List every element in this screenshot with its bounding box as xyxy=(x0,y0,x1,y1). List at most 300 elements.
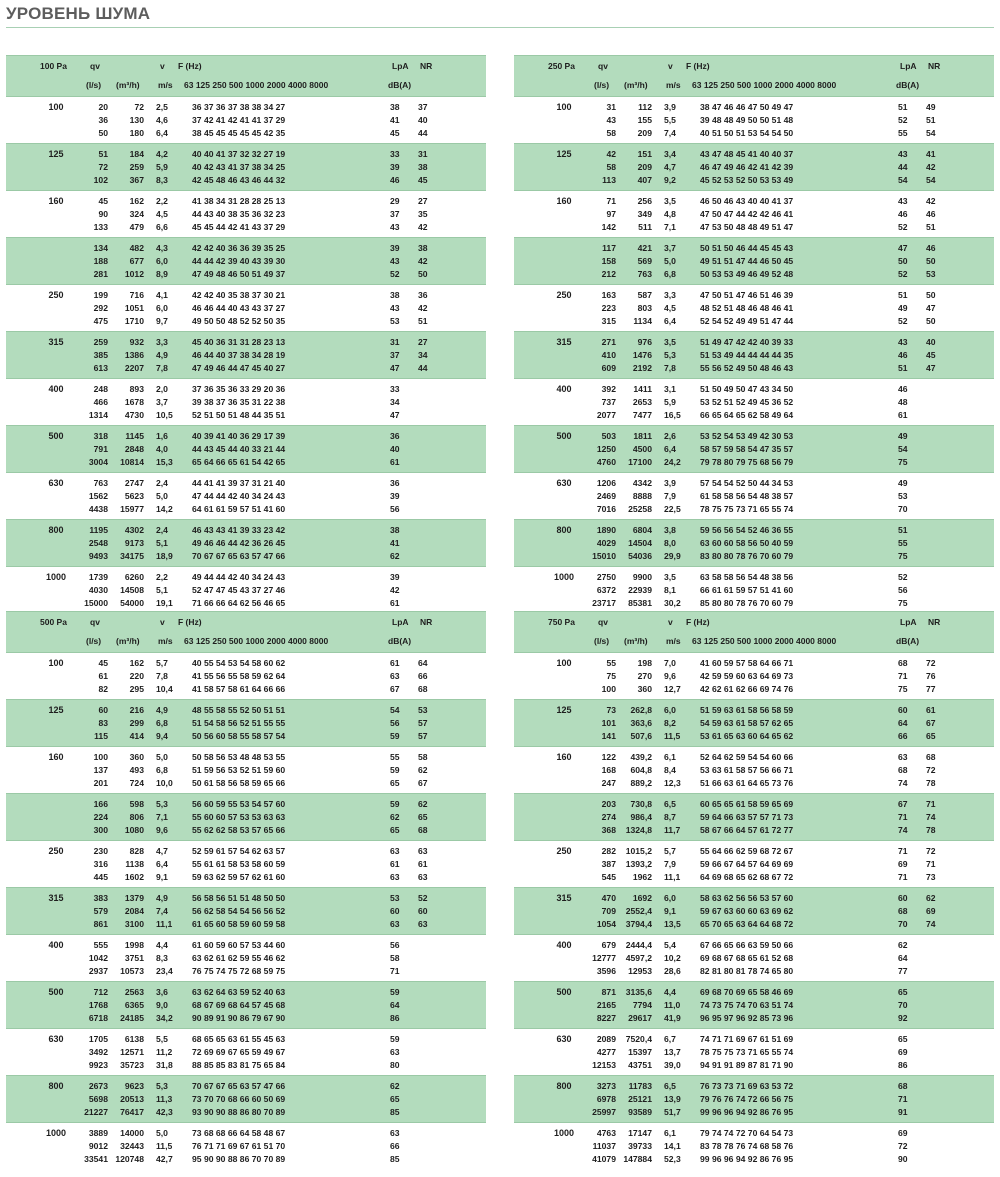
v-label: v xyxy=(160,617,165,627)
nr-value: 38 xyxy=(418,243,428,253)
lpa-value: 68 xyxy=(898,658,908,668)
velocity: 3,1 xyxy=(664,384,676,394)
velocity: 6,6 xyxy=(156,222,168,232)
flow-ls: 709 xyxy=(601,906,616,916)
flow-m3h: 1051 xyxy=(124,303,144,313)
table-row xyxy=(6,845,486,857)
flow-ls: 4029 xyxy=(596,538,616,548)
lpa-value: 52 xyxy=(898,115,908,125)
lpa-value: 52 xyxy=(898,316,908,326)
octave-levels: 41 38 34 31 28 28 25 13 xyxy=(192,196,286,206)
nr-value: 63 xyxy=(418,872,428,882)
lpa-label: LpA xyxy=(392,617,409,627)
octave-levels: 49 51 51 47 44 46 50 45 xyxy=(700,256,794,266)
velocity: 3,7 xyxy=(664,243,676,253)
lpa-value: 33 xyxy=(390,149,400,159)
table-row xyxy=(514,798,994,810)
flow-ls: 41079 xyxy=(592,1154,616,1164)
duct-size: 250 xyxy=(556,846,572,856)
flow-m3h: 598 xyxy=(129,799,144,809)
octave-levels: 45 52 53 52 50 53 53 49 xyxy=(700,175,794,185)
velocity: 4,5 xyxy=(156,209,168,219)
flow-ls: 8227 xyxy=(596,1013,616,1023)
velocity: 2,4 xyxy=(156,478,168,488)
velocity: 9,6 xyxy=(664,671,676,681)
lpa-value: 59 xyxy=(390,799,400,809)
velocity: 12,7 xyxy=(664,684,681,694)
flow-ls: 1768 xyxy=(88,1000,108,1010)
lpa-value: 62 xyxy=(898,940,908,950)
lpa-value: 56 xyxy=(898,585,908,595)
lpa-value: 63 xyxy=(390,846,400,856)
duct-size: 400 xyxy=(556,384,572,394)
velocity: 29,9 xyxy=(664,551,681,561)
duct-size: 1000 xyxy=(45,1128,67,1138)
flow-m3h: 1678 xyxy=(124,397,144,407)
table-row xyxy=(514,597,994,609)
table-row xyxy=(514,550,994,562)
table-row xyxy=(514,362,994,374)
flow-ls: 36 xyxy=(98,115,108,125)
nr-value: 27 xyxy=(418,337,428,347)
flow-ls: 368 xyxy=(601,825,616,835)
table-row xyxy=(6,1059,486,1071)
size-group xyxy=(6,284,486,331)
table-row xyxy=(514,114,994,126)
octave-levels: 73 68 68 66 64 58 48 67 xyxy=(192,1128,286,1138)
nr-value: 40 xyxy=(926,337,936,347)
lpa-value: 52 xyxy=(898,269,908,279)
dba-unit: dB(A) xyxy=(896,80,920,90)
table-row xyxy=(514,1127,994,1139)
flow-ls: 579 xyxy=(93,906,108,916)
nr-value: 68 xyxy=(418,684,428,694)
size-group xyxy=(6,840,486,887)
title-rule xyxy=(6,27,994,28)
velocity: 9,1 xyxy=(664,906,676,916)
table-row xyxy=(6,670,486,682)
nr-label: NR xyxy=(928,617,941,627)
table-row xyxy=(6,597,486,609)
lpa-value: 52 xyxy=(898,572,908,582)
nr-value: 72 xyxy=(926,846,936,856)
flow-ls: 248 xyxy=(93,384,108,394)
velocity: 13,7 xyxy=(664,1047,681,1057)
flow-m3h: 1811 xyxy=(633,431,652,441)
flow-ls: 300 xyxy=(93,825,108,835)
nr-value: 50 xyxy=(926,290,936,300)
octave-levels: 47 53 50 48 48 49 51 47 xyxy=(700,222,794,232)
velocity: 2,2 xyxy=(156,196,168,206)
octave-levels: 51 54 58 56 52 51 55 55 xyxy=(192,718,286,728)
velocity: 5,3 xyxy=(664,350,676,360)
flow-m3h: 12571 xyxy=(120,1047,144,1057)
velocity: 6,1 xyxy=(664,1128,676,1138)
flow-ls: 9923 xyxy=(88,1060,108,1070)
flow-ls: 1206 xyxy=(596,478,616,488)
velocity: 5,3 xyxy=(156,1081,168,1091)
nr-value: 49 xyxy=(926,102,936,112)
octave-levels: 51 66 63 61 64 65 73 76 xyxy=(700,778,794,788)
nr-value: 53 xyxy=(418,705,428,715)
size-group xyxy=(514,472,994,519)
octave-levels: 48 55 58 55 52 50 51 51 xyxy=(192,705,286,715)
flow-ls: 247 xyxy=(601,778,616,788)
size-group xyxy=(6,566,486,613)
flow-m3h: 1012 xyxy=(124,269,144,279)
flow-m3h: 17100 xyxy=(628,457,652,467)
table-row xyxy=(6,443,486,455)
duct-size: 160 xyxy=(556,196,572,206)
flow-m3h: 120748 xyxy=(115,1154,144,1164)
octave-levels: 58 57 59 58 54 47 35 57 xyxy=(700,444,794,454)
octave-levels: 46 50 46 43 40 40 41 37 xyxy=(700,196,794,206)
table-row xyxy=(6,798,486,810)
flow-ls: 712 xyxy=(93,987,108,997)
flow-m3h: 209 xyxy=(637,162,652,172)
lpa-value: 52 xyxy=(390,269,400,279)
size-group xyxy=(6,1028,486,1075)
octave-levels: 51 59 63 61 58 56 58 59 xyxy=(700,705,794,715)
nr-value: 58 xyxy=(418,752,428,762)
flow-ls: 122 xyxy=(601,752,616,762)
flow-m3h: 162 xyxy=(129,196,144,206)
table-row xyxy=(514,1059,994,1071)
velocity: 3,5 xyxy=(664,337,676,347)
table-header xyxy=(514,612,994,652)
flow-m3h: 324 xyxy=(129,209,144,219)
size-group xyxy=(514,1028,994,1075)
ls-unit: (l/s) xyxy=(86,80,102,90)
octave-levels: 51 59 56 53 52 51 59 60 xyxy=(192,765,286,775)
pressure-label: 750 Pa xyxy=(548,617,575,627)
lpa-value: 56 xyxy=(390,504,400,514)
nr-value: 52 xyxy=(418,893,428,903)
table-row xyxy=(6,195,486,207)
flow-m3h: 439,2 xyxy=(630,752,652,762)
nr-value: 66 xyxy=(418,671,428,681)
nr-value: 36 xyxy=(418,290,428,300)
flow-ls: 58 xyxy=(606,162,616,172)
flow-ls: 292 xyxy=(93,303,108,313)
flow-m3h: 1393,2 xyxy=(625,859,652,869)
table-row xyxy=(6,777,486,789)
lpa-value: 92 xyxy=(898,1013,908,1023)
flow-ls: 71 xyxy=(606,196,616,206)
velocity: 7,1 xyxy=(156,812,168,822)
noise-table-block xyxy=(6,611,486,1169)
flow-ls: 1562 xyxy=(88,491,108,501)
velocity: 10,4 xyxy=(156,684,173,694)
flow-m3h: 2653 xyxy=(632,397,652,407)
lpa-value: 46 xyxy=(898,209,908,219)
nr-value: 51 xyxy=(926,115,936,125)
octave-levels: 37 36 35 36 33 29 20 36 xyxy=(192,384,286,394)
ls-unit: (l/s) xyxy=(594,636,610,646)
size-group xyxy=(514,652,994,699)
nr-value: 34 xyxy=(418,350,428,360)
lpa-value: 31 xyxy=(390,337,400,347)
flow-ls: 1250 xyxy=(596,444,616,454)
velocity: 4,6 xyxy=(156,115,168,125)
velocity: 9,2 xyxy=(664,175,676,185)
octave-levels: 42 42 40 36 36 39 35 25 xyxy=(192,243,286,253)
table-row xyxy=(514,918,994,930)
octave-levels: 46 47 49 46 42 41 42 39 xyxy=(700,162,794,172)
table-row xyxy=(6,268,486,280)
lpa-value: 91 xyxy=(898,1107,908,1117)
nr-value: 74 xyxy=(926,919,936,929)
table-row xyxy=(514,811,994,823)
duct-size: 100 xyxy=(48,102,64,112)
duct-size: 100 xyxy=(556,102,572,112)
flow-m3h: 299 xyxy=(129,718,144,728)
nr-value: 74 xyxy=(926,812,936,822)
flow-m3h: 54000 xyxy=(120,598,144,608)
octave-levels: 50 53 53 49 46 49 52 48 xyxy=(700,269,794,279)
flow-ls: 2165 xyxy=(596,1000,616,1010)
flow-m3h: 1710 xyxy=(124,316,144,326)
size-group xyxy=(6,652,486,699)
table-row xyxy=(6,383,486,395)
nr-value: 40 xyxy=(418,115,428,125)
octave-levels: 68 67 69 68 64 57 45 68 xyxy=(192,1000,286,1010)
frequency-label: F (Hz) xyxy=(178,617,202,627)
nr-value: 50 xyxy=(418,269,428,279)
flow-ls: 1042 xyxy=(88,953,108,963)
flow-ls: 42 xyxy=(606,149,616,159)
table-row xyxy=(6,174,486,186)
flow-m3h: 716 xyxy=(129,290,144,300)
octave-levels: 78 75 75 73 71 65 55 74 xyxy=(700,1047,794,1057)
page-title: УРОВЕНЬ ШУМА xyxy=(6,4,151,23)
lpa-value: 53 xyxy=(390,316,400,326)
velocity: 39,0 xyxy=(664,1060,681,1070)
table-row xyxy=(514,764,994,776)
velocity: 6,5 xyxy=(664,799,676,809)
velocity: 22,5 xyxy=(664,504,681,514)
nr-value: 42 xyxy=(926,196,936,206)
flow-m3h: 1692 xyxy=(632,893,652,903)
velocity: 5,7 xyxy=(664,846,676,856)
octave-levels: 46 43 43 41 39 33 23 42 xyxy=(192,525,286,535)
velocity: 6,0 xyxy=(156,303,168,313)
flow-ls: 385 xyxy=(93,350,108,360)
flow-ls: 50 xyxy=(98,128,108,138)
lpa-value: 63 xyxy=(390,872,400,882)
velocity: 13,9 xyxy=(664,1094,681,1104)
lpa-value: 60 xyxy=(898,893,908,903)
flow-ls: 503 xyxy=(601,431,616,441)
flow-ls: 45 xyxy=(98,658,108,668)
velocity: 5,5 xyxy=(156,1034,168,1044)
velocity: 11,5 xyxy=(156,1141,173,1151)
octave-levels: 66 65 64 65 62 58 49 64 xyxy=(700,410,794,420)
table-row xyxy=(6,302,486,314)
velocity: 16,5 xyxy=(664,410,681,420)
table-row xyxy=(514,101,994,113)
flow-m3h: 6260 xyxy=(124,572,144,582)
lpa-label: LpA xyxy=(900,617,917,627)
lpa-value: 61 xyxy=(390,859,400,869)
flow-ls: 1705 xyxy=(88,1034,108,1044)
octave-levels: 40 39 41 40 36 29 17 39 xyxy=(192,431,286,441)
nr-value: 72 xyxy=(926,658,936,668)
octave-levels: 61 65 60 58 59 60 59 58 xyxy=(192,919,286,929)
velocity: 6,8 xyxy=(156,718,168,728)
flow-m3h: 151 xyxy=(637,149,652,159)
octave-levels: 42 42 40 35 38 37 30 21 xyxy=(192,290,286,300)
flow-m3h: 147884 xyxy=(623,1154,652,1164)
velocity: 4,4 xyxy=(156,940,168,950)
lpa-value: 69 xyxy=(898,1047,908,1057)
flow-ls: 212 xyxy=(601,269,616,279)
velocity: 5,0 xyxy=(156,752,168,762)
flow-m3h: 14508 xyxy=(120,585,144,595)
octave-levels: 65 64 66 65 61 54 42 65 xyxy=(192,457,286,467)
size-group xyxy=(6,519,486,566)
lpa-value: 59 xyxy=(390,1034,400,1044)
velocity: 6,4 xyxy=(664,444,676,454)
velocity: 6,1 xyxy=(664,752,676,762)
lpa-value: 51 xyxy=(898,290,908,300)
lpa-value: 52 xyxy=(898,222,908,232)
table-header xyxy=(6,612,486,652)
velocity: 30,2 xyxy=(664,598,681,608)
nr-value: 78 xyxy=(926,825,936,835)
lpa-value: 44 xyxy=(898,162,908,172)
octave-levels: 73 70 70 68 66 60 50 69 xyxy=(192,1094,286,1104)
octave-levels: 71 66 66 64 62 56 46 65 xyxy=(192,598,286,608)
flow-ls: 315 xyxy=(601,316,616,326)
flow-m3h: 407 xyxy=(637,175,652,185)
nr-value: 64 xyxy=(418,658,428,668)
flow-m3h: 259 xyxy=(129,162,144,172)
velocity: 4,4 xyxy=(664,987,676,997)
table-row xyxy=(6,255,486,267)
lpa-value: 48 xyxy=(898,397,908,407)
noise-table-block xyxy=(514,55,994,613)
velocity: 2,2 xyxy=(156,572,168,582)
velocity: 9,7 xyxy=(156,316,168,326)
table-row xyxy=(514,1093,994,1105)
lpa-value: 65 xyxy=(390,778,400,788)
table-row xyxy=(514,242,994,254)
velocity: 8,1 xyxy=(664,585,676,595)
flow-ls: 75 xyxy=(606,671,616,681)
lpa-value: 33 xyxy=(390,384,400,394)
flow-m3h: 17147 xyxy=(628,1128,652,1138)
octave-levels: 78 75 75 73 71 65 55 74 xyxy=(700,504,794,514)
octave-levels: 52 64 62 59 54 54 60 66 xyxy=(700,752,794,762)
flow-ls: 73 xyxy=(606,705,616,715)
flow-m3h: 4500 xyxy=(632,444,652,454)
velocity: 11,0 xyxy=(664,1000,681,1010)
lpa-value: 49 xyxy=(898,478,908,488)
flow-ls: 55 xyxy=(606,658,616,668)
nr-value: 61 xyxy=(926,705,936,715)
table-row xyxy=(6,550,486,562)
nr-value: 44 xyxy=(418,363,428,373)
octave-levels: 70 67 67 65 63 57 47 66 xyxy=(192,1081,286,1091)
octave-levels: 61 60 59 60 57 53 44 60 xyxy=(192,940,286,950)
flow-m3h: 295 xyxy=(129,684,144,694)
duct-size: 160 xyxy=(48,196,64,206)
size-group xyxy=(514,1075,994,1122)
table-row xyxy=(6,764,486,776)
size-group xyxy=(6,887,486,934)
flow-ls: 102 xyxy=(93,175,108,185)
duct-size: 1000 xyxy=(45,572,67,582)
flow-ls: 383 xyxy=(93,893,108,903)
velocity: 10,0 xyxy=(156,778,173,788)
table-row xyxy=(6,537,486,549)
flow-m3h: 360 xyxy=(129,752,144,762)
lpa-value: 55 xyxy=(390,752,400,762)
frequency-bands: 63 125 250 500 1000 2000 4000 8000 xyxy=(692,636,837,646)
nr-value: 41 xyxy=(926,149,936,159)
table-row xyxy=(6,362,486,374)
table-row xyxy=(514,571,994,583)
octave-levels: 56 58 56 51 51 48 50 50 xyxy=(192,893,286,903)
flow-ls: 101 xyxy=(601,718,616,728)
nr-value: 42 xyxy=(418,303,428,313)
flow-ls: 4438 xyxy=(88,504,108,514)
octave-levels: 61 58 58 56 54 48 38 57 xyxy=(700,491,794,501)
lpa-value: 34 xyxy=(390,397,400,407)
flow-m3h: 4342 xyxy=(632,478,652,488)
velocity: 7,1 xyxy=(664,222,676,232)
flow-ls: 134 xyxy=(93,243,108,253)
nr-label: NR xyxy=(420,61,433,71)
qv-label: qv xyxy=(598,61,608,71)
flow-ls: 1054 xyxy=(596,919,616,929)
velocity: 19,1 xyxy=(156,598,173,608)
flow-m3h: 1998 xyxy=(124,940,144,950)
flow-ls: 1890 xyxy=(596,525,616,535)
nr-value: 71 xyxy=(926,859,936,869)
flow-ls: 12153 xyxy=(592,1060,616,1070)
velocity: 3,5 xyxy=(664,572,676,582)
table-row xyxy=(6,221,486,233)
flow-m3h: 677 xyxy=(129,256,144,266)
nr-value: 46 xyxy=(926,209,936,219)
flow-m3h: 4302 xyxy=(124,525,144,535)
octave-levels: 90 89 91 90 86 79 67 90 xyxy=(192,1013,286,1023)
velocity: 15,3 xyxy=(156,457,173,467)
frequency-bands: 63 125 250 500 1000 2000 4000 8000 xyxy=(184,636,329,646)
octave-levels: 55 56 52 49 50 48 46 43 xyxy=(700,363,794,373)
table-row xyxy=(514,730,994,742)
table-row xyxy=(514,537,994,549)
flow-ls: 7016 xyxy=(596,504,616,514)
velocity: 5,1 xyxy=(156,538,168,548)
flow-ls: 90 xyxy=(98,209,108,219)
octave-levels: 88 85 85 83 81 75 65 84 xyxy=(192,1060,286,1070)
flow-m3h: 511 xyxy=(638,222,652,232)
flow-m3h: 1145 xyxy=(125,431,144,441)
flow-m3h: 803 xyxy=(637,303,652,313)
octave-levels: 63 62 64 63 59 52 40 63 xyxy=(192,987,286,997)
flow-ls: 224 xyxy=(93,812,108,822)
octave-levels: 36 37 36 37 38 38 34 27 xyxy=(192,102,286,112)
flow-ls: 679 xyxy=(601,940,616,950)
size-group xyxy=(514,237,994,284)
lpa-value: 37 xyxy=(390,350,400,360)
flow-m3h: 1134 xyxy=(633,316,652,326)
size-group xyxy=(6,934,486,981)
velocity: 5,9 xyxy=(664,397,676,407)
